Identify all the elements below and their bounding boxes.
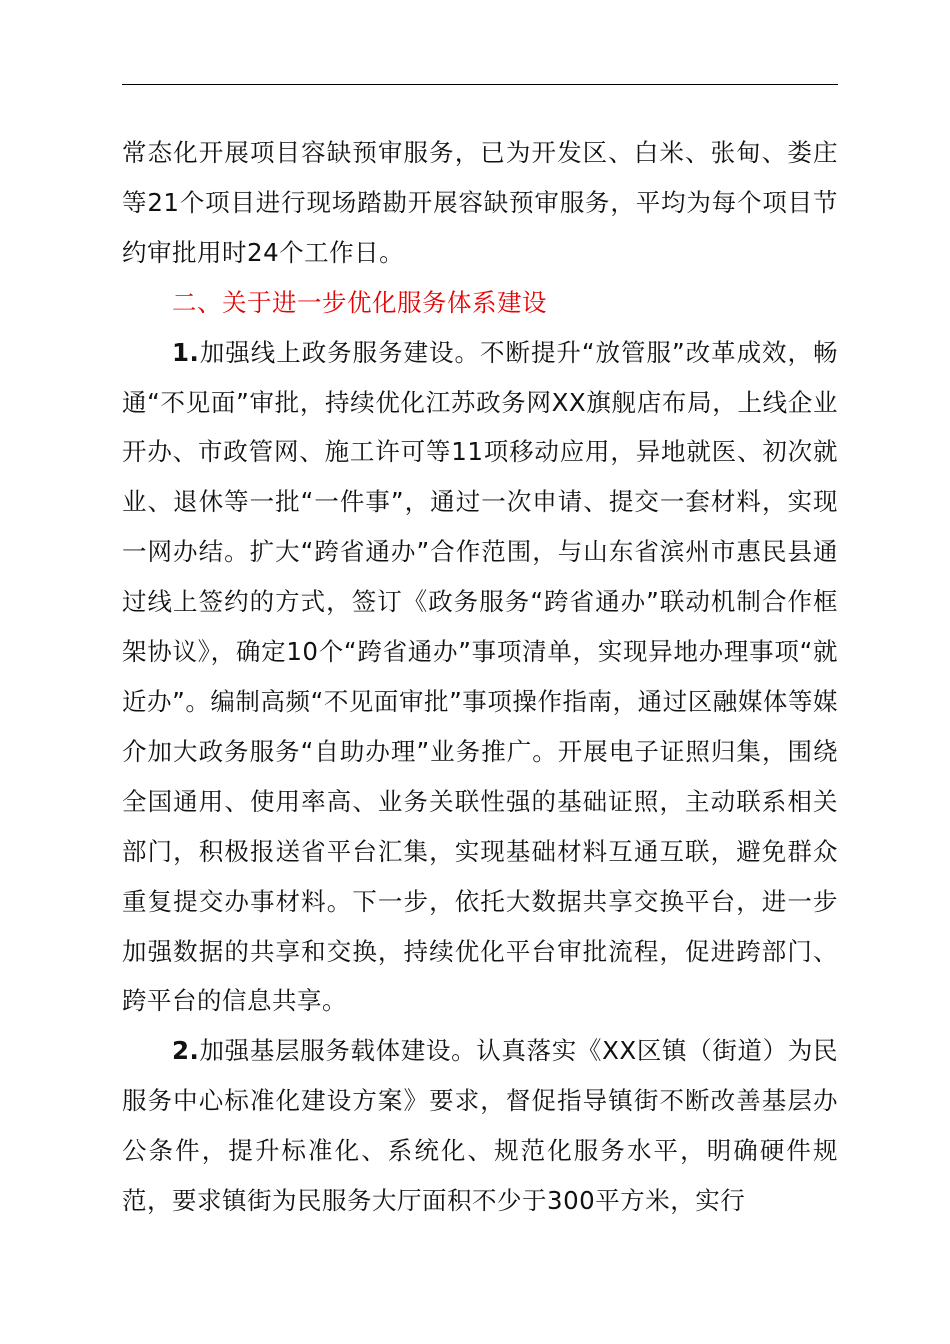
section-heading: 二、关于进一步优化服务体系建设 (172, 287, 547, 317)
item-2-text: 加强基层服务载体建设。认真落实《XX区镇（街道）为民服务中心标准化建设方案》要求，督促指导镇街不断改善基层办公条件，提升标准化、系统化、规范化服务水平，明确硬件规范，要求镇街为民服务大厅面积不少于300平方米，实行 (122, 1036, 838, 1216)
list-item-1 (122, 328, 838, 1027)
item-2-number: 2. (172, 1036, 200, 1066)
item-1-text: 加强线上政务服务建设。不断提升“放管服”改革成效，畅通“不见面”审批，持续优化江苏政务网XX旗舰店布局，上线企业开办、市政管网、施工许可等11项移动应用，异地就医、初次就业、退休等一批“一件事”，通过一次申请、提交一套材料，实现一网办结。扩大“跨省通办”合作范围，与山东省滨州市惠民县通过线上签约的方式，签订《政务服务“跨省通办”联动机制合作框架协议》，确定10个“跨省通办”事项清单，实现异地办理事项“就近办”。编制高频“不见面审批”事项操作指南，通过区融媒体等媒介加大政务服务“自助办理”业务推广。开展电子证照归集，围绕全国通用、使用率高、业务关联性强的基础证照，主动联系相关部门，积极报送省平台汇集，实现基础材料互通互联，避免群众重复提交办事材料。下一步，依托大数据共享交换平台，进一步加强数据的共享和交换，持续优化平台审批流程，促进跨部门、跨平台的信息共享。 (122, 337, 838, 1016)
header-rule (122, 84, 838, 85)
item-1-number: 1. (172, 337, 200, 367)
document-body (122, 128, 838, 1226)
paragraph-continued: 常态化开展项目容缺预审服务，已为开发区、白米、张甸、娄庄等21个项目进行现场踏勘开展容缺预审服务，平均为每个项目节约审批用时24个工作日。 (122, 138, 838, 267)
list-item-2 (122, 1026, 838, 1226)
